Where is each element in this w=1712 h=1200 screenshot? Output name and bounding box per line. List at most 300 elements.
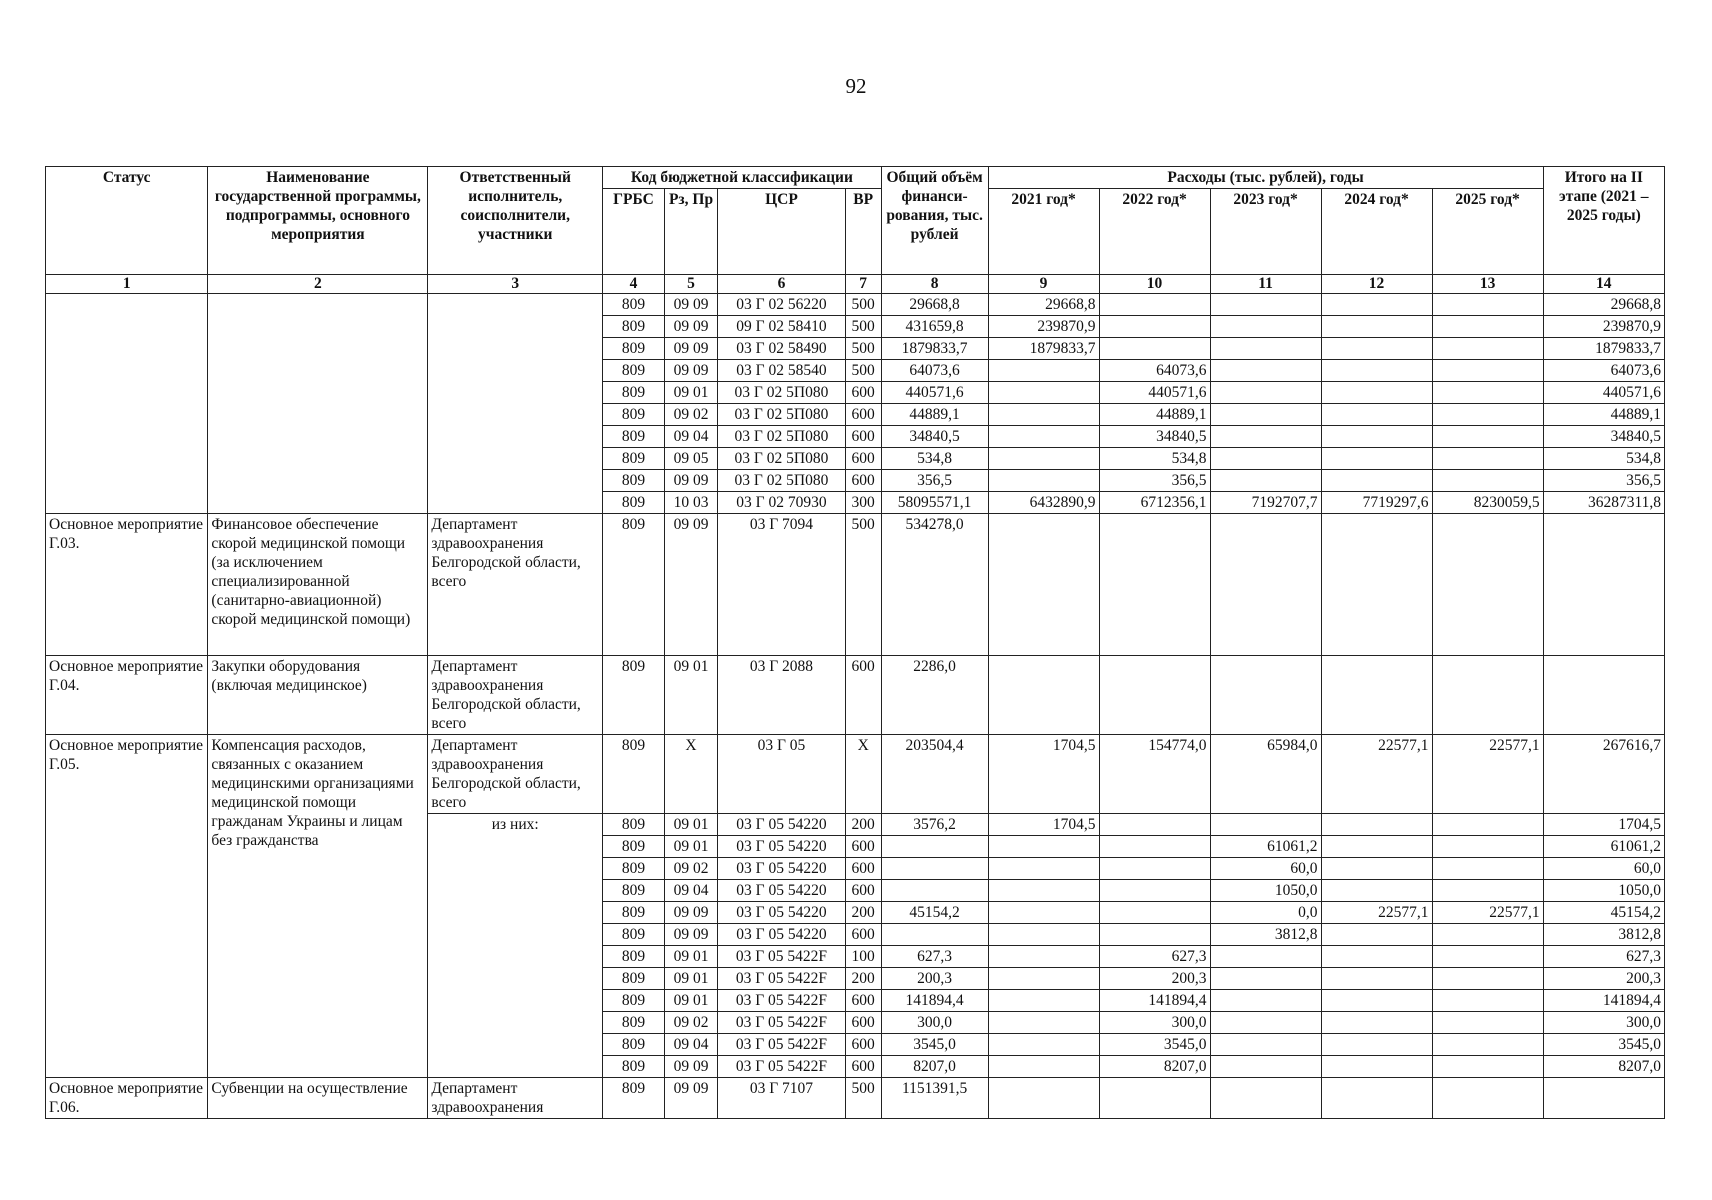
cell-grbs: 809 bbox=[603, 858, 665, 880]
cell-y2021: 29668,8 bbox=[988, 294, 1099, 316]
cell-y2024 bbox=[1321, 426, 1432, 448]
header-spending-group: Расходы (тыс. рублей), годы bbox=[988, 167, 1543, 189]
cell-y2024 bbox=[1321, 338, 1432, 360]
cell-y2021 bbox=[988, 836, 1099, 858]
cell-y2024 bbox=[1321, 968, 1432, 990]
cell-y2023 bbox=[1210, 294, 1321, 316]
cell-y2021: 1879833,7 bbox=[988, 338, 1099, 360]
cell-y2021: 239870,9 bbox=[988, 316, 1099, 338]
cell-vr: 200 bbox=[845, 814, 881, 836]
cell-rzpr: 09 09 bbox=[664, 924, 717, 946]
cell-y2025 bbox=[1432, 448, 1543, 470]
cell-y2021 bbox=[988, 656, 1099, 735]
cell-rzpr: 09 02 bbox=[664, 858, 717, 880]
cell-y2021 bbox=[988, 426, 1099, 448]
cell-csr: 03 Г 2088 bbox=[718, 656, 845, 735]
cell-total: 300,0 bbox=[881, 1012, 988, 1034]
cell-y2021 bbox=[988, 880, 1099, 902]
cell-y2023: 0,0 bbox=[1210, 902, 1321, 924]
column-number-7: 7 bbox=[845, 275, 881, 294]
cell-y2025 bbox=[1432, 316, 1543, 338]
cell-rzpr: 09 09 bbox=[664, 360, 717, 382]
column-number-14: 14 bbox=[1543, 275, 1664, 294]
cell-y2024 bbox=[1321, 470, 1432, 492]
cell-csr: 03 Г 05 bbox=[718, 735, 845, 814]
cell-rzpr: X bbox=[664, 735, 717, 814]
cell-rzpr: 09 09 bbox=[664, 294, 717, 316]
cell-itogo: 534,8 bbox=[1543, 448, 1664, 470]
status-cell-continued bbox=[46, 294, 208, 514]
cell-y2023 bbox=[1210, 448, 1321, 470]
header-executor: Ответственный исполнитель, соисполнители, участники bbox=[428, 167, 603, 275]
executor-cell: Департамент здравоохранения Белгородской области, всего bbox=[428, 514, 603, 656]
cell-grbs: 809 bbox=[603, 316, 665, 338]
cell-vr: 500 bbox=[845, 360, 881, 382]
cell-csr: 03 Г 05 5422F bbox=[718, 1012, 845, 1034]
cell-y2021 bbox=[988, 448, 1099, 470]
cell-y2025 bbox=[1432, 814, 1543, 836]
cell-y2025: 22577,1 bbox=[1432, 735, 1543, 814]
cell-rzpr: 09 09 bbox=[664, 514, 717, 656]
cell-y2023 bbox=[1210, 316, 1321, 338]
cell-y2024 bbox=[1321, 990, 1432, 1012]
executor-subitems-label: из них: bbox=[428, 814, 603, 1078]
cell-rzpr: 09 04 bbox=[664, 426, 717, 448]
cell-rzpr: 09 04 bbox=[664, 1034, 717, 1056]
cell-y2021 bbox=[988, 858, 1099, 880]
cell-y2024 bbox=[1321, 814, 1432, 836]
cell-y2025 bbox=[1432, 656, 1543, 735]
cell-csr: 03 Г 02 5П080 bbox=[718, 382, 845, 404]
cell-grbs: 809 bbox=[603, 382, 665, 404]
cell-y2022: 300,0 bbox=[1099, 1012, 1210, 1034]
cell-rzpr: 10 03 bbox=[664, 492, 717, 514]
executor-cell-continued bbox=[428, 294, 603, 514]
page-number: 92 bbox=[845, 74, 867, 98]
header-budget-code-group: Код бюджетной классификации bbox=[603, 167, 882, 189]
cell-y2025 bbox=[1432, 404, 1543, 426]
cell-csr: 03 Г 02 5П080 bbox=[718, 426, 845, 448]
cell-y2022 bbox=[1099, 880, 1210, 902]
executor-cell: Департамент здравоохранения Белгородской области, всего bbox=[428, 656, 603, 735]
cell-y2021 bbox=[988, 1012, 1099, 1034]
cell-itogo: 1879833,7 bbox=[1543, 338, 1664, 360]
program-cell: Компенсация расходов, связанных с оказанием медицинскими организациями медицинской помощи гражданам Украины и лицам без гражданства bbox=[208, 735, 428, 1078]
cell-y2022 bbox=[1099, 656, 1210, 735]
cell-grbs: 809 bbox=[603, 1056, 665, 1078]
cell-grbs: 809 bbox=[603, 448, 665, 470]
cell-csr: 03 Г 02 58540 bbox=[718, 360, 845, 382]
cell-y2022 bbox=[1099, 316, 1210, 338]
column-number-11: 11 bbox=[1210, 275, 1321, 294]
cell-grbs: 809 bbox=[603, 1034, 665, 1056]
cell-y2024 bbox=[1321, 656, 1432, 735]
cell-csr: 03 Г 05 5422F bbox=[718, 968, 845, 990]
header-itogo: Итого на II этапе (2021 – 2025 годы) bbox=[1543, 167, 1664, 275]
cell-itogo: 3545,0 bbox=[1543, 1034, 1664, 1056]
cell-vr: 600 bbox=[845, 426, 881, 448]
cell-y2021 bbox=[988, 1034, 1099, 1056]
cell-vr: 500 bbox=[845, 1078, 881, 1119]
cell-y2025 bbox=[1432, 1034, 1543, 1056]
cell-y2022 bbox=[1099, 514, 1210, 656]
header-year-2025: 2025 год* bbox=[1432, 189, 1543, 275]
cell-y2023: 61061,2 bbox=[1210, 836, 1321, 858]
cell-y2022: 8207,0 bbox=[1099, 1056, 1210, 1078]
cell-y2021: 6432890,9 bbox=[988, 492, 1099, 514]
event-row-g03 bbox=[46, 514, 1665, 656]
cell-y2023 bbox=[1210, 404, 1321, 426]
cell-vr: 500 bbox=[845, 338, 881, 360]
cell-rzpr: 09 01 bbox=[664, 656, 717, 735]
cell-csr: 03 Г 02 70930 bbox=[718, 492, 845, 514]
cell-itogo: 64073,6 bbox=[1543, 360, 1664, 382]
cell-y2025 bbox=[1432, 514, 1543, 656]
cell-csr: 03 Г 02 5П080 bbox=[718, 470, 845, 492]
cell-csr: 03 Г 05 54220 bbox=[718, 924, 845, 946]
cell-y2024 bbox=[1321, 514, 1432, 656]
program-cell-continued bbox=[208, 294, 428, 514]
cell-total: 440571,6 bbox=[881, 382, 988, 404]
cell-vr: 600 bbox=[845, 1012, 881, 1034]
cell-itogo: 300,0 bbox=[1543, 1012, 1664, 1034]
program-cell: Закупки оборудования (включая медицинское) bbox=[208, 656, 428, 735]
cell-y2024 bbox=[1321, 316, 1432, 338]
cell-csr: 03 Г 02 58490 bbox=[718, 338, 845, 360]
cell-y2021 bbox=[988, 1056, 1099, 1078]
cell-total: 45154,2 bbox=[881, 902, 988, 924]
cell-y2025 bbox=[1432, 338, 1543, 360]
cell-itogo: 45154,2 bbox=[1543, 902, 1664, 924]
cell-vr: 600 bbox=[845, 990, 881, 1012]
cell-y2024 bbox=[1321, 924, 1432, 946]
cell-grbs: 809 bbox=[603, 1078, 665, 1119]
header-year-2023: 2023 год* bbox=[1210, 189, 1321, 275]
cell-rzpr: 09 01 bbox=[664, 968, 717, 990]
cell-y2025 bbox=[1432, 1078, 1543, 1119]
cell-rzpr: 09 04 bbox=[664, 880, 717, 902]
cell-grbs: 809 bbox=[603, 426, 665, 448]
cell-itogo: 60,0 bbox=[1543, 858, 1664, 880]
cell-y2025 bbox=[1432, 426, 1543, 448]
cell-vr: 600 bbox=[845, 858, 881, 880]
cell-y2024 bbox=[1321, 1078, 1432, 1119]
cell-grbs: 809 bbox=[603, 404, 665, 426]
cell-y2025 bbox=[1432, 836, 1543, 858]
cell-total: 534278,0 bbox=[881, 514, 988, 656]
cell-y2025 bbox=[1432, 470, 1543, 492]
program-cell: Финансовое обеспечение скорой медицинской помощи (за исключением специализированной (санитарно-авиационной) скорой медицинской помощи) bbox=[208, 514, 428, 656]
cell-y2022: 64073,6 bbox=[1099, 360, 1210, 382]
cell-vr: 600 bbox=[845, 924, 881, 946]
cell-y2024 bbox=[1321, 360, 1432, 382]
cell-y2025 bbox=[1432, 360, 1543, 382]
cell-itogo: 34840,5 bbox=[1543, 426, 1664, 448]
cell-y2025 bbox=[1432, 880, 1543, 902]
cell-vr: X bbox=[845, 735, 881, 814]
cell-vr: 600 bbox=[845, 382, 881, 404]
cell-grbs: 809 bbox=[603, 470, 665, 492]
cell-y2024 bbox=[1321, 1056, 1432, 1078]
cell-itogo: 3812,8 bbox=[1543, 924, 1664, 946]
cell-csr: 03 Г 05 5422F bbox=[718, 1034, 845, 1056]
cell-itogo bbox=[1543, 514, 1664, 656]
cell-y2022: 534,8 bbox=[1099, 448, 1210, 470]
cell-csr: 03 Г 05 5422F bbox=[718, 1056, 845, 1078]
cell-total: 8207,0 bbox=[881, 1056, 988, 1078]
cell-vr: 300 bbox=[845, 492, 881, 514]
cell-vr: 600 bbox=[845, 448, 881, 470]
cell-itogo: 267616,7 bbox=[1543, 735, 1664, 814]
cell-y2024 bbox=[1321, 858, 1432, 880]
status-cell: Основное мероприятие Г.04. bbox=[46, 656, 208, 735]
cell-y2024: 7719297,6 bbox=[1321, 492, 1432, 514]
cell-total: 3545,0 bbox=[881, 1034, 988, 1056]
cell-y2022 bbox=[1099, 902, 1210, 924]
cell-grbs: 809 bbox=[603, 946, 665, 968]
cell-y2023 bbox=[1210, 382, 1321, 404]
cell-y2025 bbox=[1432, 946, 1543, 968]
cell-y2023 bbox=[1210, 968, 1321, 990]
cell-y2022: 34840,5 bbox=[1099, 426, 1210, 448]
column-number-1: 1 bbox=[46, 275, 208, 294]
cell-y2024 bbox=[1321, 382, 1432, 404]
cell-total: 58095571,1 bbox=[881, 492, 988, 514]
cell-y2023 bbox=[1210, 656, 1321, 735]
cell-rzpr: 09 09 bbox=[664, 1056, 717, 1078]
cell-itogo bbox=[1543, 1078, 1664, 1119]
cell-itogo: 61061,2 bbox=[1543, 836, 1664, 858]
cell-y2022: 627,3 bbox=[1099, 946, 1210, 968]
cell-y2022: 44889,1 bbox=[1099, 404, 1210, 426]
column-number-13: 13 bbox=[1432, 275, 1543, 294]
cell-y2022 bbox=[1099, 814, 1210, 836]
cell-csr: 03 Г 02 5П080 bbox=[718, 448, 845, 470]
cell-grbs: 809 bbox=[603, 735, 665, 814]
cell-y2023 bbox=[1210, 1012, 1321, 1034]
cell-y2021 bbox=[988, 1078, 1099, 1119]
cell-y2022: 356,5 bbox=[1099, 470, 1210, 492]
cell-rzpr: 09 09 bbox=[664, 338, 717, 360]
cell-rzpr: 09 02 bbox=[664, 404, 717, 426]
column-number-12: 12 bbox=[1321, 275, 1432, 294]
header-year-2024: 2024 год* bbox=[1321, 189, 1432, 275]
cell-y2024 bbox=[1321, 880, 1432, 902]
cell-total: 1151391,5 bbox=[881, 1078, 988, 1119]
cell-grbs: 809 bbox=[603, 902, 665, 924]
cell-y2023: 1050,0 bbox=[1210, 880, 1321, 902]
cell-grbs: 809 bbox=[603, 338, 665, 360]
cell-itogo: 36287311,8 bbox=[1543, 492, 1664, 514]
cell-y2022 bbox=[1099, 1078, 1210, 1119]
cell-total: 627,3 bbox=[881, 946, 988, 968]
cell-y2025 bbox=[1432, 1056, 1543, 1078]
cell-grbs: 809 bbox=[603, 880, 665, 902]
cell-y2022: 6712356,1 bbox=[1099, 492, 1210, 514]
cell-y2022 bbox=[1099, 338, 1210, 360]
cell-y2025 bbox=[1432, 990, 1543, 1012]
cell-rzpr: 09 01 bbox=[664, 836, 717, 858]
cell-csr: 03 Г 05 5422F bbox=[718, 990, 845, 1012]
cell-y2025 bbox=[1432, 924, 1543, 946]
cell-y2024 bbox=[1321, 1034, 1432, 1056]
cell-vr: 600 bbox=[845, 404, 881, 426]
cell-y2024 bbox=[1321, 448, 1432, 470]
cell-rzpr: 09 09 bbox=[664, 1078, 717, 1119]
cell-total bbox=[881, 924, 988, 946]
cell-y2023 bbox=[1210, 990, 1321, 1012]
cell-vr: 500 bbox=[845, 514, 881, 656]
cell-total bbox=[881, 858, 988, 880]
cell-y2025 bbox=[1432, 858, 1543, 880]
cell-total: 1879833,7 bbox=[881, 338, 988, 360]
cell-y2024: 22577,1 bbox=[1321, 902, 1432, 924]
column-number-8: 8 bbox=[881, 275, 988, 294]
cell-vr: 100 bbox=[845, 946, 881, 968]
cell-vr: 200 bbox=[845, 968, 881, 990]
status-cell: Основное мероприятие Г.03. bbox=[46, 514, 208, 656]
header-total-funding: Общий объём финанси-рования, тыс. рублей bbox=[881, 167, 988, 275]
cell-rzpr: 09 09 bbox=[664, 316, 717, 338]
cell-csr: 03 Г 05 54220 bbox=[718, 880, 845, 902]
cell-rzpr: 09 09 bbox=[664, 902, 717, 924]
cell-itogo: 440571,6 bbox=[1543, 382, 1664, 404]
cell-y2023: 65984,0 bbox=[1210, 735, 1321, 814]
cell-rzpr: 09 05 bbox=[664, 448, 717, 470]
cell-total: 64073,6 bbox=[881, 360, 988, 382]
cell-total: 431659,8 bbox=[881, 316, 988, 338]
cell-y2025 bbox=[1432, 968, 1543, 990]
cell-grbs: 809 bbox=[603, 924, 665, 946]
cell-total: 29668,8 bbox=[881, 294, 988, 316]
cell-vr: 600 bbox=[845, 1034, 881, 1056]
cell-grbs: 809 bbox=[603, 360, 665, 382]
cell-csr: 03 Г 02 5П080 bbox=[718, 404, 845, 426]
cell-y2024 bbox=[1321, 1012, 1432, 1034]
cell-y2022: 141894,4 bbox=[1099, 990, 1210, 1012]
cell-csr: 03 Г 05 5422F bbox=[718, 946, 845, 968]
executor-cell: Департамент здравоохранения Белгородской области, всего bbox=[428, 735, 603, 814]
cell-csr: 03 Г 7094 bbox=[718, 514, 845, 656]
cell-itogo: 44889,1 bbox=[1543, 404, 1664, 426]
column-number-10: 10 bbox=[1099, 275, 1210, 294]
cell-rzpr: 09 01 bbox=[664, 814, 717, 836]
cell-vr: 600 bbox=[845, 1056, 881, 1078]
cell-total: 34840,5 bbox=[881, 426, 988, 448]
cell-y2021 bbox=[988, 990, 1099, 1012]
cell-y2022 bbox=[1099, 836, 1210, 858]
column-number-5: 5 bbox=[664, 275, 717, 294]
cell-y2023 bbox=[1210, 514, 1321, 656]
column-number-9: 9 bbox=[988, 275, 1099, 294]
header-vr: ВР bbox=[845, 189, 881, 275]
cell-y2025: 8230059,5 bbox=[1432, 492, 1543, 514]
cell-y2024: 22577,1 bbox=[1321, 735, 1432, 814]
cell-y2023 bbox=[1210, 1078, 1321, 1119]
cell-itogo: 1050,0 bbox=[1543, 880, 1664, 902]
cell-y2023 bbox=[1210, 470, 1321, 492]
cell-itogo bbox=[1543, 656, 1664, 735]
cell-grbs: 809 bbox=[603, 836, 665, 858]
cell-vr: 600 bbox=[845, 836, 881, 858]
cell-total: 3576,2 bbox=[881, 814, 988, 836]
cell-csr: 03 Г 7107 bbox=[718, 1078, 845, 1119]
cell-y2021 bbox=[988, 902, 1099, 924]
cell-y2023 bbox=[1210, 360, 1321, 382]
cell-total bbox=[881, 880, 988, 902]
cell-itogo: 8207,0 bbox=[1543, 1056, 1664, 1078]
cell-y2023 bbox=[1210, 426, 1321, 448]
cell-y2021 bbox=[988, 946, 1099, 968]
cell-rzpr: 09 01 bbox=[664, 382, 717, 404]
header-status: Статус bbox=[46, 167, 208, 275]
cell-vr: 600 bbox=[845, 880, 881, 902]
cell-y2021 bbox=[988, 968, 1099, 990]
cell-csr: 03 Г 02 56220 bbox=[718, 294, 845, 316]
cell-csr: 03 Г 05 54220 bbox=[718, 902, 845, 924]
cell-csr: 09 Г 02 58410 bbox=[718, 316, 845, 338]
column-number-3: 3 bbox=[428, 275, 603, 294]
cell-y2022 bbox=[1099, 924, 1210, 946]
cell-itogo: 1704,5 bbox=[1543, 814, 1664, 836]
header-rzpr: Рз, Пр bbox=[664, 189, 717, 275]
program-cell: Субвенции на осуществление bbox=[208, 1078, 428, 1119]
cell-y2025 bbox=[1432, 294, 1543, 316]
column-number-6: 6 bbox=[718, 275, 845, 294]
cell-y2025 bbox=[1432, 382, 1543, 404]
cell-total bbox=[881, 836, 988, 858]
cell-y2021 bbox=[988, 360, 1099, 382]
cell-rzpr: 09 09 bbox=[664, 470, 717, 492]
cell-vr: 500 bbox=[845, 316, 881, 338]
cell-itogo: 141894,4 bbox=[1543, 990, 1664, 1012]
cell-y2024 bbox=[1321, 404, 1432, 426]
cell-csr: 03 Г 05 54220 bbox=[718, 858, 845, 880]
cell-y2023: 60,0 bbox=[1210, 858, 1321, 880]
cell-grbs: 809 bbox=[603, 814, 665, 836]
cell-total: 141894,4 bbox=[881, 990, 988, 1012]
header-csr: ЦСР bbox=[718, 189, 845, 275]
cell-grbs: 809 bbox=[603, 492, 665, 514]
cell-grbs: 809 bbox=[603, 294, 665, 316]
cell-vr: 200 bbox=[845, 902, 881, 924]
header-year-2021: 2021 год* bbox=[988, 189, 1099, 275]
cell-vr: 600 bbox=[845, 470, 881, 492]
cell-grbs: 809 bbox=[603, 968, 665, 990]
cell-y2023: 3812,8 bbox=[1210, 924, 1321, 946]
column-number-row bbox=[46, 275, 1665, 294]
cell-grbs: 809 bbox=[603, 1012, 665, 1034]
cell-total: 44889,1 bbox=[881, 404, 988, 426]
cell-y2024 bbox=[1321, 946, 1432, 968]
cell-total: 200,3 bbox=[881, 968, 988, 990]
cell-grbs: 809 bbox=[603, 656, 665, 735]
cell-y2024 bbox=[1321, 294, 1432, 316]
cell-rzpr: 09 01 bbox=[664, 946, 717, 968]
cell-y2022: 200,3 bbox=[1099, 968, 1210, 990]
cell-y2023: 7192707,7 bbox=[1210, 492, 1321, 514]
cell-y2021 bbox=[988, 924, 1099, 946]
cell-csr: 03 Г 05 54220 bbox=[718, 814, 845, 836]
executor-cell: Департамент здравоохранения bbox=[428, 1078, 603, 1119]
cell-y2021 bbox=[988, 404, 1099, 426]
cell-grbs: 809 bbox=[603, 514, 665, 656]
cell-total: 203504,4 bbox=[881, 735, 988, 814]
column-number-2: 2 bbox=[208, 275, 428, 294]
cell-y2023 bbox=[1210, 814, 1321, 836]
cell-vr: 600 bbox=[845, 656, 881, 735]
budget-table bbox=[45, 166, 1665, 1119]
